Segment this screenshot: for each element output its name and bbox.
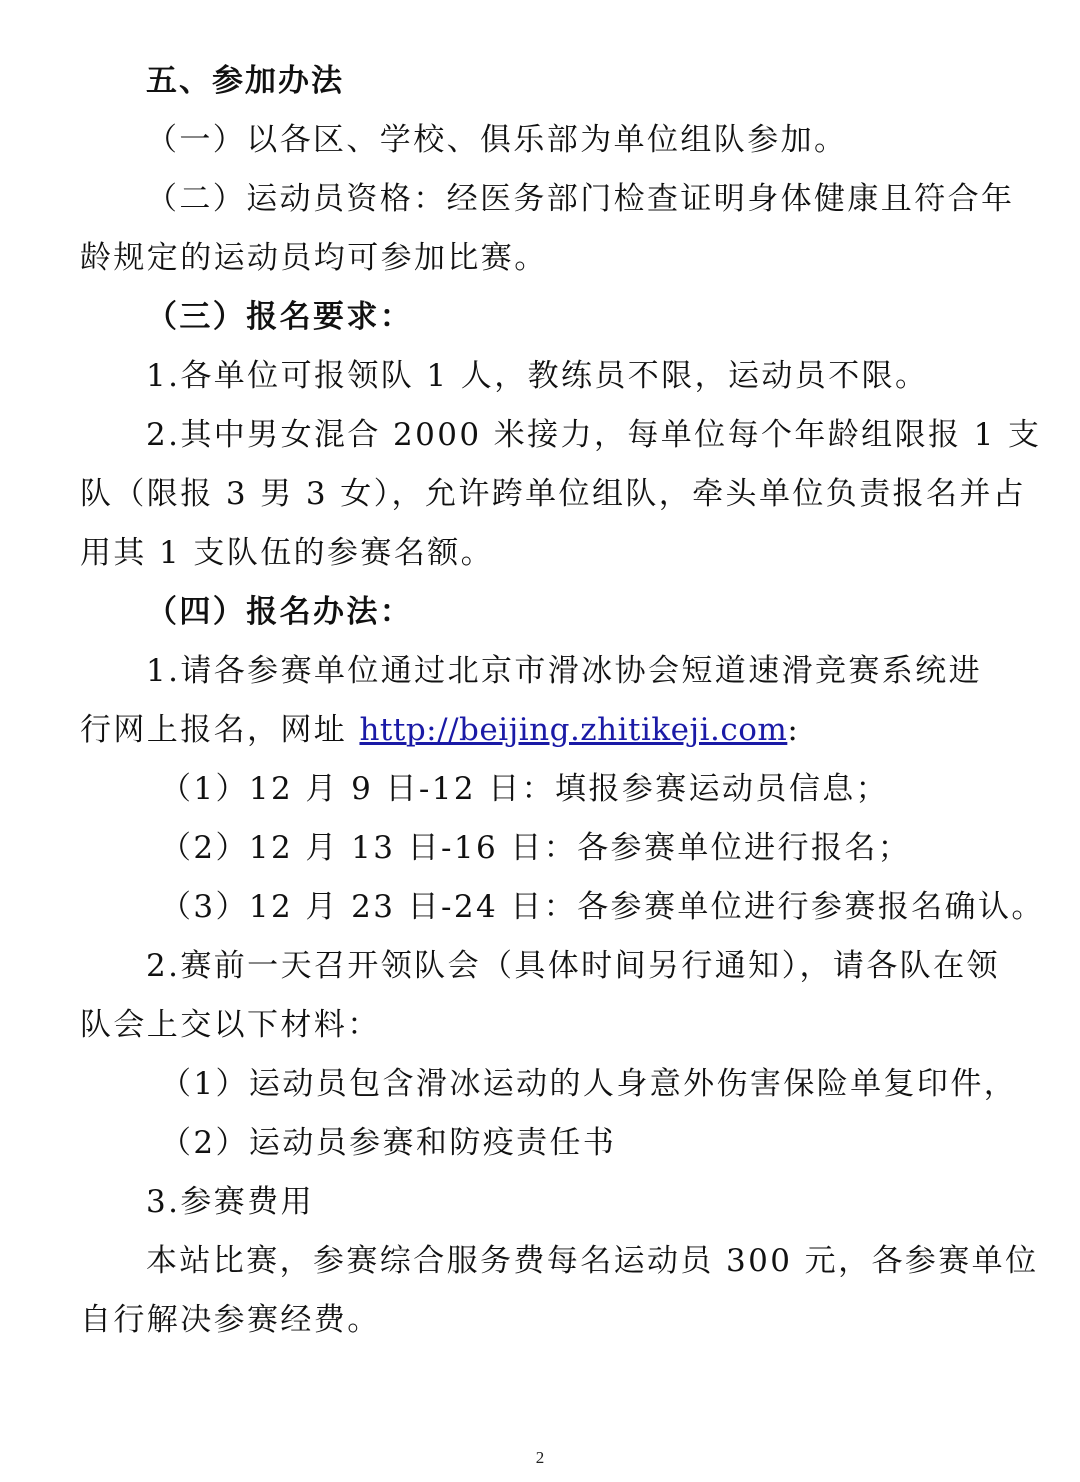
document-body [80, 52, 1045, 1350]
fee-line-1: 本站比赛，参赛综合服务费每名运动员 300 元，各参赛单位 [146, 1243, 1039, 1279]
schedule-item-3: （3）12 月 23 日-24 日：各参赛单位进行参赛报名确认。 [160, 889, 1045, 925]
method-2-line-1: 2.赛前一天召开领队会（具体时间另行通知），请各队在领 [146, 948, 1000, 984]
method-1-line-2 [80, 701, 1015, 760]
page-number: 2 [535, 1448, 545, 1467]
schedule-item-2: （2）12 月 13 日-16 日：各参赛单位进行报名； [160, 830, 912, 866]
material-item-2: （2）运动员参赛和防疫责任书 [160, 1125, 617, 1161]
paragraph-1: （一）以各区、学校、俱乐部为单位组队参加。 [146, 122, 848, 158]
section-heading: 五、参加办法 [146, 63, 344, 99]
method-1-line-1: 1.请各参赛单位通过北京市滑冰协会短道速滑竞赛系统进 [146, 653, 982, 689]
method-2-line-2: 队会上交以下材料： [80, 1007, 381, 1043]
requirement-2-line-1: 2.其中男女混合 2000 米接力，每单位每个年龄组限报 1 支 [146, 417, 1042, 453]
paragraph-2-line-1: （二）运动员资格：经医务部门检查证明身体健康且符合年 [146, 181, 1015, 217]
subheading-registration-requirements: （三）报名要求： [146, 299, 414, 335]
method-3-title: 3.参赛费用 [146, 1184, 314, 1220]
material-item-1: （1）运动员包含滑冰运动的人身意外伤害保险单复印件， [160, 1066, 1018, 1102]
requirement-1: 1.各单位可报领队 1 人，教练员不限，运动员不限。 [146, 358, 929, 394]
registration-url-link[interactable]: http://beijing.zhitikeji.com [359, 712, 788, 748]
method-1-prefix: 行网上报名，网址 [80, 712, 360, 748]
fee-line-2: 自行解决参赛经费。 [80, 1302, 381, 1338]
subheading-registration-method: （四）报名办法： [146, 594, 414, 630]
paragraph-2-line-2: 龄规定的运动员均可参加比赛。 [80, 240, 548, 276]
schedule-item-1: （1）12 月 9 日-12 日：填报参赛运动员信息； [160, 771, 890, 807]
requirement-2-line-3: 用其 1 支队伍的参赛名额。 [80, 535, 495, 571]
method-1-suffix: : [787, 712, 801, 748]
requirement-2-line-2: 队（限报 3 男 3 女），允许跨单位组队，牵头单位负责报名并占 [80, 476, 1027, 512]
